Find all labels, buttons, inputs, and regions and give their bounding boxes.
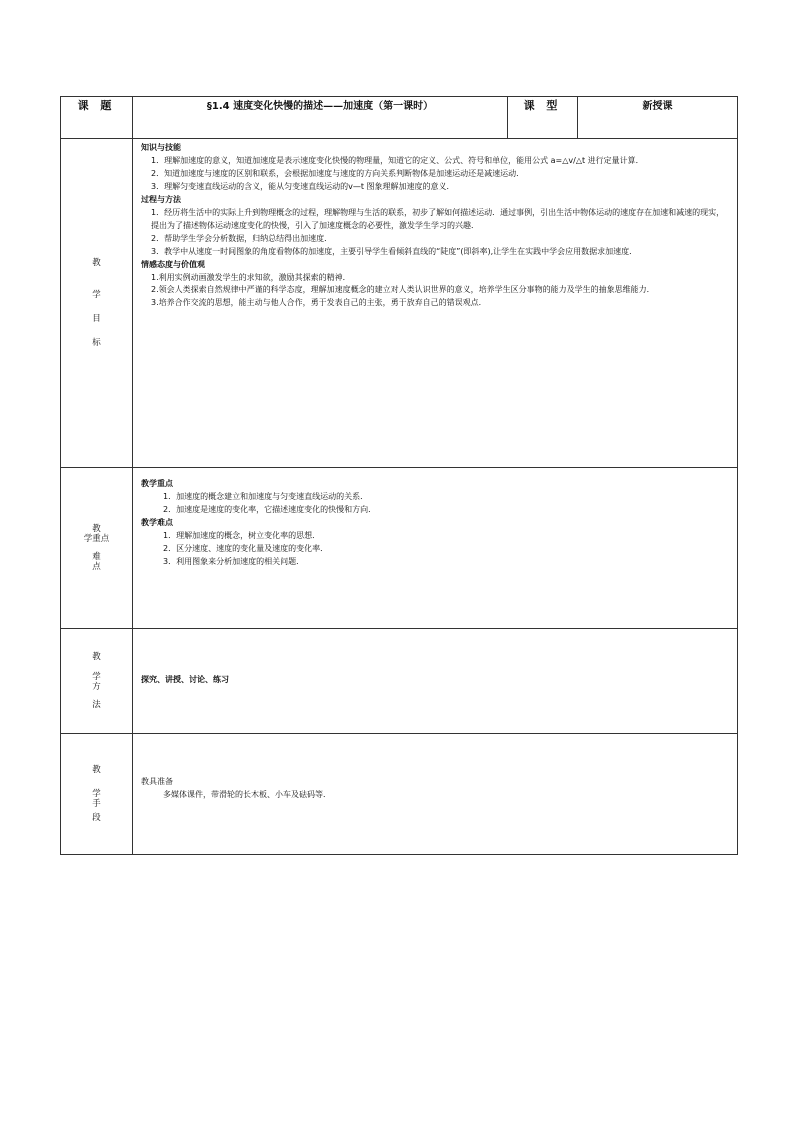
knowledge-item: 3．理解匀变速直线运动的含义，能从匀变速直线运动的v—t 图象理解加速度的意义． [151, 181, 455, 191]
methods-content [133, 629, 738, 734]
methods-row [61, 629, 738, 734]
side-char: 标 [92, 338, 101, 349]
side-char: 难 [92, 552, 101, 562]
side-char: 教 [92, 257, 101, 268]
side-char: 学 [92, 289, 101, 300]
emotion-item: 2.领会人类探索自然规律中严谨的科学态度，理解加速度概念的建立对人类认识世界的意义，培养学生区分事物的能力及学生的抽象思维能力． [151, 285, 655, 295]
process-item: 2．帮助学生学会分析数据，归纳总结得出加速度． [151, 233, 333, 243]
side-char: 教 [92, 651, 101, 662]
keypoints-row [61, 468, 738, 629]
lesson-type: 新授课 [578, 97, 738, 139]
side-char: 方 [92, 682, 101, 692]
side-char: 法 [92, 700, 101, 711]
methods-side-label [61, 629, 133, 734]
side-char: 教 [92, 764, 101, 775]
side-char: 学 [92, 788, 101, 799]
means-row [61, 734, 738, 855]
difficulty-item: 3．利用图象来分析加速度的相关问题． [163, 556, 305, 566]
emotion-title: 情感态度与价值观 [141, 259, 205, 269]
process-title: 过程与方法 [141, 194, 181, 204]
type-label: 课 型 [508, 97, 578, 139]
knowledge-title: 知识与技能 [141, 143, 181, 152]
means-content [133, 734, 738, 855]
keypoints-side-label [61, 468, 133, 629]
difficulty-title: 教学难点 [141, 517, 173, 527]
emotion-item: 3.培养合作交流的思想，能主动与他人合作，勇于发表自己的主张，勇于放弃自己的错误观点． [151, 298, 487, 308]
methods-text: 探究、讲授、讨论、练习 [141, 675, 229, 685]
difficulty-item: 2．区分速度、速度的变化量及速度的变化率． [163, 543, 329, 553]
topic-label: 课 题 [61, 97, 133, 139]
side-char: 学 [92, 671, 101, 682]
side-char: 学重点 [83, 533, 110, 544]
side-char: 目 [92, 314, 101, 324]
focus-item: 1．加速度的概念建立和加速度与匀变速直线运动的关系． [163, 491, 369, 501]
keypoints-content [133, 468, 738, 629]
side-char: 教 [92, 523, 101, 534]
objectives-side-label [61, 139, 133, 468]
emotion-item: 1.利用实例动画激发学生的求知欲，激励其探索的精神． [151, 272, 351, 282]
header-row [61, 97, 738, 139]
side-char: 段 [92, 813, 101, 824]
process-item: 3．教学中从速度一时间图象的角度看物体的加速度，主要引导学生看倾斜直线的“陡度”(即斜率),让学生在实践中学会应用数据求加速度． [151, 246, 638, 256]
means-side-label [61, 734, 133, 855]
knowledge-item: 1．理解加速度的意义，知道加速度是表示速度变化快慢的物理量，知道它的定义、公式、符号和单位，能用公式 a=△v/△t 进行定量计算． [151, 155, 644, 165]
objectives-content [133, 139, 738, 468]
lesson-title: §1.4 速度变化快慢的描述——加速度（第一课时） [133, 97, 508, 139]
knowledge-item: 2．知道加速度与速度的区别和联系，会根据加速度与速度的方向关系判断物体是加速运动还是减速运动． [151, 168, 525, 178]
side-char: 点 [92, 562, 101, 573]
side-char: 手 [92, 799, 101, 809]
means-text: 多媒体课件，带滑轮的长木板、小车及砝码等． [163, 789, 331, 799]
process-item: 1．经历将生活中的实际上升到物理概念的过程，理解物理与生活的联系，初步了解如何描述运动．通过事例，引出生活中物体运动的速度存在加速和减速的现实，提出为了描述物体运动速度变化的快慢，引入了加速度概念的必要性，激发学生学习的兴趣． [151, 207, 725, 230]
lesson-plan-table [60, 96, 738, 855]
focus-title: 教学重点 [141, 479, 173, 488]
objectives-row [61, 139, 738, 468]
focus-item: 2．加速度是速度的变化率，它描述速度变化的快慢和方向． [163, 504, 377, 514]
means-title: 教具准备 [141, 777, 173, 786]
difficulty-item: 1．理解加速度的概念，树立变化率的思想． [163, 530, 321, 540]
